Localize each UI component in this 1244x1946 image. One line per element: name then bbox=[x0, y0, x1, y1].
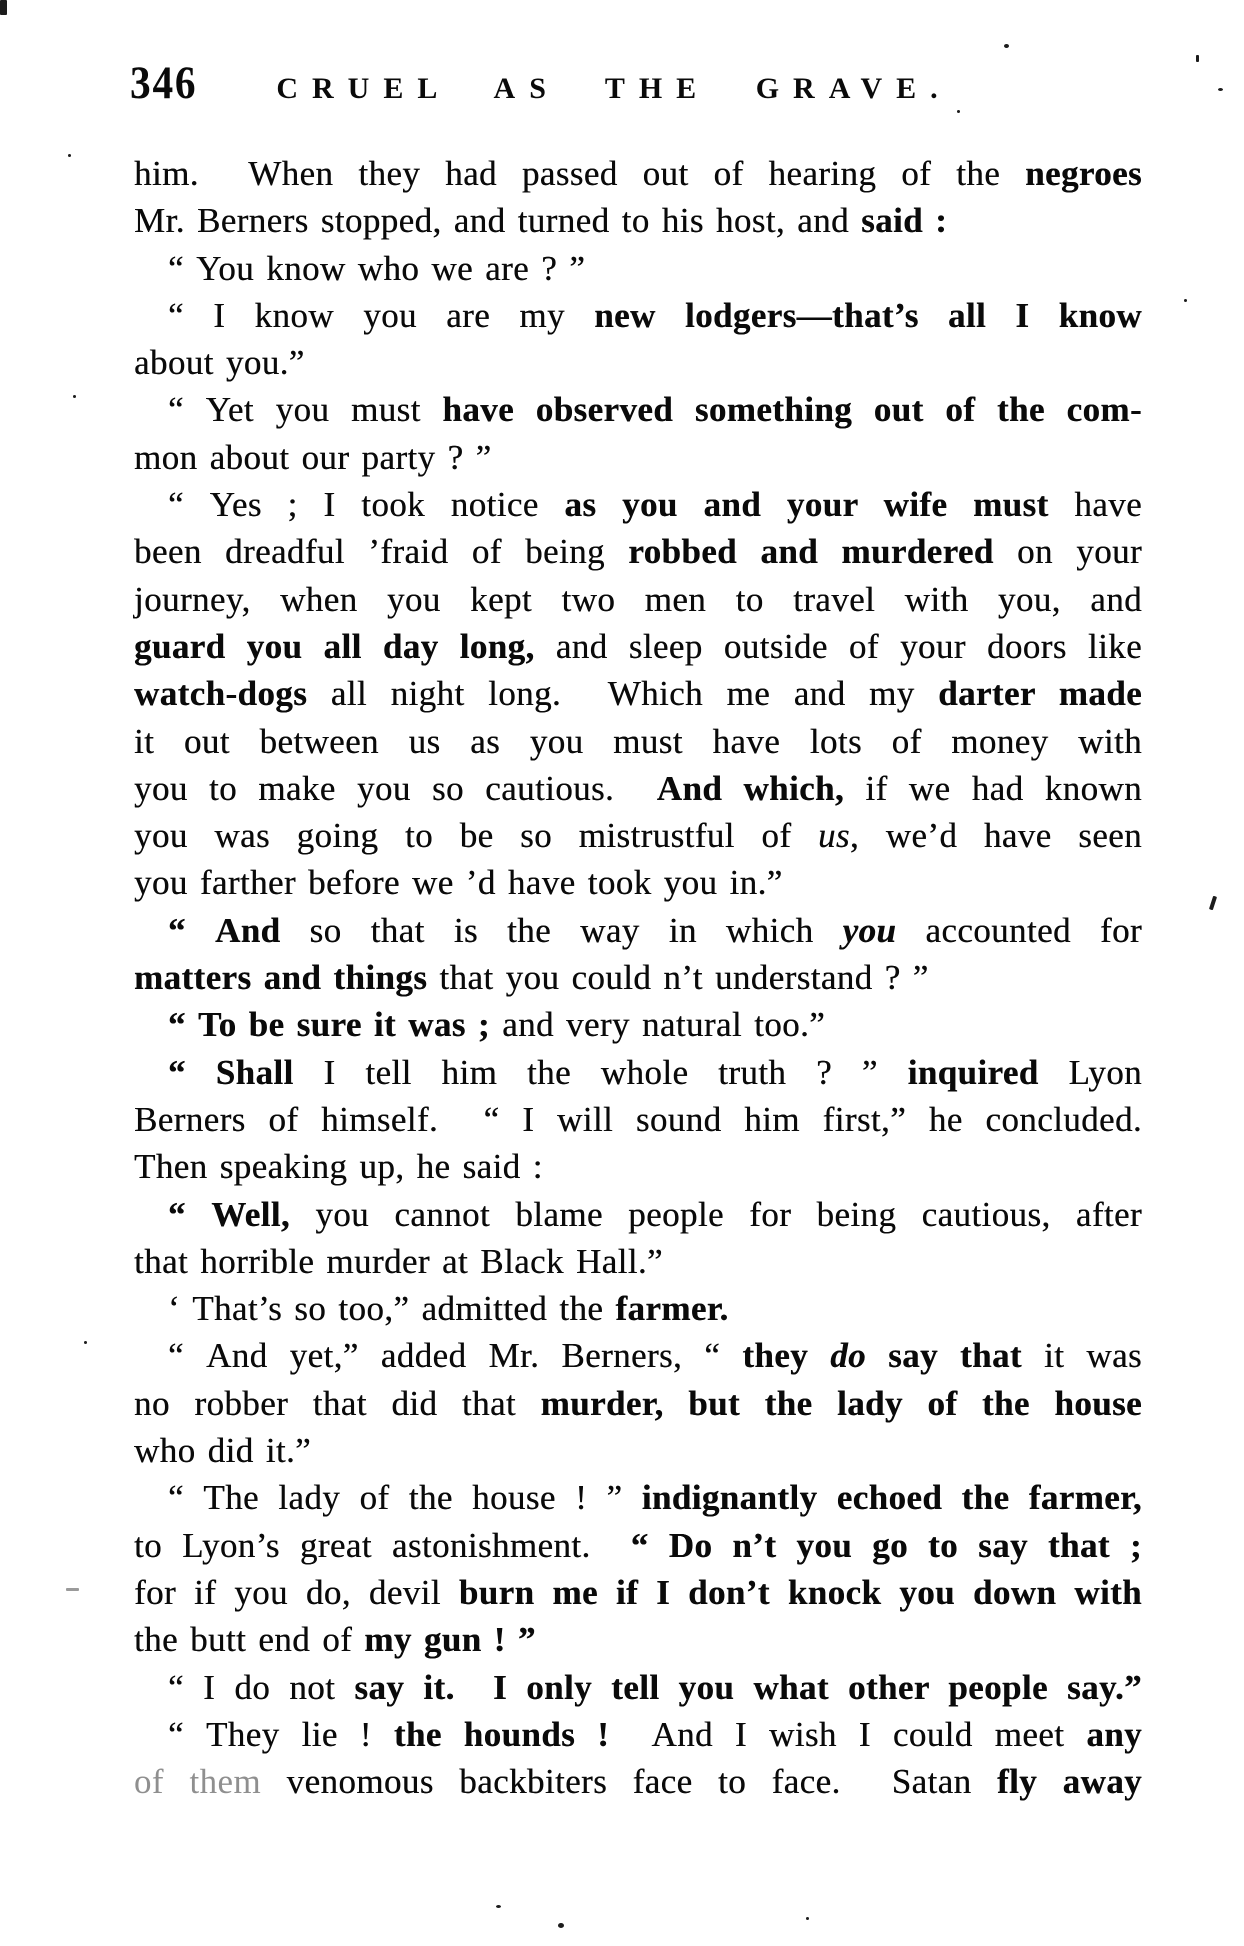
text-line bbox=[134, 1616, 1142, 1663]
text-line bbox=[134, 1143, 1142, 1190]
text-segment: they bbox=[742, 1336, 831, 1376]
text-segment: for if you do, devil bbox=[134, 1572, 459, 1612]
text-segment: said : bbox=[861, 201, 948, 241]
text-segment: him. When they had passed out of hearing of the bbox=[134, 154, 1026, 193]
text-segment: inquired bbox=[907, 1052, 1039, 1092]
text-line bbox=[134, 576, 1142, 623]
scan-artifact bbox=[806, 1917, 809, 1920]
text-segment: “ Shall bbox=[168, 1052, 294, 1092]
text-line bbox=[134, 197, 1142, 244]
text-line bbox=[134, 528, 1142, 575]
text-segment: and sleep outside of your doors like bbox=[534, 626, 1142, 666]
text-segment: all night long. Which me and my bbox=[307, 674, 939, 714]
text-segment: say it. I only tell you what other people say.” bbox=[354, 1667, 1142, 1707]
text-segment: if we had known bbox=[844, 768, 1142, 808]
scan-artifact bbox=[1218, 88, 1223, 91]
text-segment: of them bbox=[134, 1762, 262, 1802]
text-segment: that you could n’t understand ? ” bbox=[427, 958, 929, 998]
text-line bbox=[134, 1474, 1142, 1521]
text-segment: “ And bbox=[168, 910, 281, 950]
text-segment: accounted for bbox=[896, 910, 1142, 950]
text-segment: “ Yet you must bbox=[168, 390, 443, 430]
text-segment: guard you all day long, bbox=[134, 626, 535, 666]
text-segment: darter made bbox=[938, 674, 1143, 714]
text-segment: say that bbox=[866, 1336, 1022, 1376]
text-segment: it out between us as you must have lots of money with bbox=[134, 721, 1142, 761]
text-segment: ‘ That’s so too,” admitted the bbox=[168, 1289, 616, 1329]
text-segment: journey, when you kept two men to travel with you, and bbox=[134, 579, 1142, 619]
scan-artifact bbox=[1209, 896, 1217, 911]
text-line bbox=[134, 718, 1142, 765]
text-line bbox=[134, 386, 1142, 433]
text-line bbox=[134, 1285, 1142, 1332]
text-segment: new lodgers—that’s all I know bbox=[594, 295, 1142, 335]
text-segment: I tell him the whole truth ? ” bbox=[293, 1052, 908, 1092]
text-line bbox=[134, 812, 1142, 859]
scan-artifact bbox=[1184, 299, 1187, 302]
text-segment: , we’d have seen bbox=[849, 816, 1143, 856]
text-segment: you to make you so cautious. bbox=[134, 768, 657, 808]
text-line bbox=[134, 1001, 1142, 1048]
text-line bbox=[134, 623, 1142, 670]
text-segment: “ Do n’t you go to say that ; bbox=[630, 1525, 1143, 1565]
scan-artifact bbox=[496, 1905, 501, 1908]
text-segment: been dreadful ’fraid of being bbox=[134, 532, 629, 572]
text-line bbox=[134, 765, 1142, 812]
text-segment: to Lyon’s great astonishment. bbox=[134, 1525, 631, 1565]
text-segment: “ They lie ! bbox=[168, 1714, 394, 1754]
text-segment: “ Yes ; I took notice bbox=[168, 485, 565, 525]
text-segment: Then speaking up, he said : bbox=[134, 1147, 543, 1187]
text-line bbox=[134, 339, 1142, 386]
text-line bbox=[134, 1332, 1142, 1379]
text-segment: And I wish I could meet bbox=[609, 1714, 1087, 1754]
text-line bbox=[134, 1238, 1142, 1285]
text-line bbox=[134, 907, 1142, 954]
text-segment: do bbox=[830, 1336, 866, 1376]
text-line bbox=[134, 1569, 1142, 1616]
scan-artifact bbox=[0, 0, 7, 15]
text-segment: the butt end of bbox=[134, 1620, 365, 1660]
text-line bbox=[134, 1380, 1142, 1427]
text-segment: robbed and murdered bbox=[628, 532, 994, 572]
text-line bbox=[134, 1664, 1142, 1711]
text-segment: as you and your wife must bbox=[564, 485, 1049, 525]
text-segment: on your bbox=[993, 532, 1143, 572]
page-number: 346 bbox=[130, 57, 198, 109]
text-line bbox=[134, 1711, 1142, 1758]
text-segment: “ The lady of the house ! ” bbox=[168, 1478, 642, 1518]
text-body bbox=[134, 150, 1142, 1805]
text-segment: have bbox=[1048, 485, 1143, 525]
text-line bbox=[134, 1096, 1142, 1143]
text-line bbox=[134, 150, 1142, 197]
text-segment: farmer. bbox=[615, 1289, 729, 1329]
text-segment: “ I do not bbox=[168, 1667, 355, 1707]
text-line bbox=[134, 1758, 1142, 1805]
text-segment: it was bbox=[1021, 1336, 1143, 1376]
text-segment: Berners of himself. “ I will sound him first,” he concluded. bbox=[134, 1099, 1142, 1139]
text-segment: us bbox=[817, 816, 850, 856]
text-segment: you farther before we ’d have took you in.” bbox=[134, 863, 783, 903]
scan-artifact bbox=[558, 1923, 564, 1928]
text-line bbox=[134, 481, 1142, 528]
text-segment: fly away bbox=[997, 1762, 1142, 1802]
text-segment: watch-dogs bbox=[134, 674, 308, 714]
text-segment: the hounds ! bbox=[393, 1714, 610, 1754]
scan-artifact bbox=[84, 1341, 87, 1344]
text-line bbox=[134, 245, 1142, 292]
text-segment: indignantly echoed the farmer, bbox=[641, 1478, 1142, 1518]
text-segment: burn me if I don’t knock you down with bbox=[458, 1572, 1142, 1612]
text-segment: no robber that did that bbox=[134, 1383, 541, 1423]
text-segment: “ And yet,” added Mr. Berners, “ bbox=[168, 1336, 743, 1376]
text-line bbox=[134, 1191, 1142, 1238]
text-segment: you was going to be so mistrustful of bbox=[134, 816, 818, 856]
text-segment: matters and things bbox=[134, 958, 428, 998]
text-segment: have observed something out of the com- bbox=[442, 390, 1142, 430]
text-segment: And which, bbox=[656, 768, 845, 808]
text-segment: “ Well, bbox=[168, 1194, 291, 1234]
text-segment: who did it.” bbox=[134, 1431, 312, 1471]
text-segment: “ I know you are my bbox=[168, 295, 595, 335]
text-line bbox=[134, 1427, 1142, 1474]
text-segment: Lyon bbox=[1038, 1052, 1142, 1092]
text-segment: “ You know who we are ? ” bbox=[168, 248, 586, 288]
text-line bbox=[134, 434, 1142, 481]
text-segment: negroes bbox=[1025, 154, 1142, 193]
text-line bbox=[134, 954, 1142, 1001]
text-line bbox=[134, 1522, 1142, 1569]
text-segment: my gun ! ” bbox=[364, 1620, 536, 1660]
text-segment: murder, but the lady of the house bbox=[540, 1383, 1142, 1423]
text-line bbox=[134, 859, 1142, 906]
text-segment: Mr. Berners stopped, and turned to his host, and bbox=[134, 201, 862, 241]
scan-artifact bbox=[1004, 44, 1009, 48]
scan-artifact bbox=[66, 1588, 79, 1591]
text-segment: any bbox=[1086, 1714, 1143, 1754]
scan-artifact bbox=[1196, 55, 1199, 62]
text-segment: mon about our party ? ” bbox=[134, 437, 492, 477]
scan-artifact bbox=[957, 110, 960, 113]
text-segment: you cannot blame people for being cautious, after bbox=[290, 1194, 1142, 1234]
text-segment: and very natural too.” bbox=[490, 1005, 826, 1045]
text-line bbox=[134, 1049, 1142, 1096]
scan-artifact bbox=[73, 395, 76, 398]
text-segment: about you.” bbox=[134, 343, 305, 383]
text-segment: that horrible murder at Black Hall.” bbox=[134, 1241, 663, 1281]
scan-artifact bbox=[68, 154, 71, 157]
text-segment: so that is the way in which bbox=[280, 910, 843, 950]
running-title: CRUEL AS THE GRAVE. bbox=[276, 72, 952, 105]
text-segment: “ To be sure it was ; bbox=[168, 1005, 490, 1045]
text-segment: you bbox=[842, 910, 897, 950]
text-segment: venomous backbiters face to face. Satan bbox=[261, 1762, 997, 1802]
text-line bbox=[134, 670, 1142, 717]
text-line bbox=[134, 292, 1142, 339]
